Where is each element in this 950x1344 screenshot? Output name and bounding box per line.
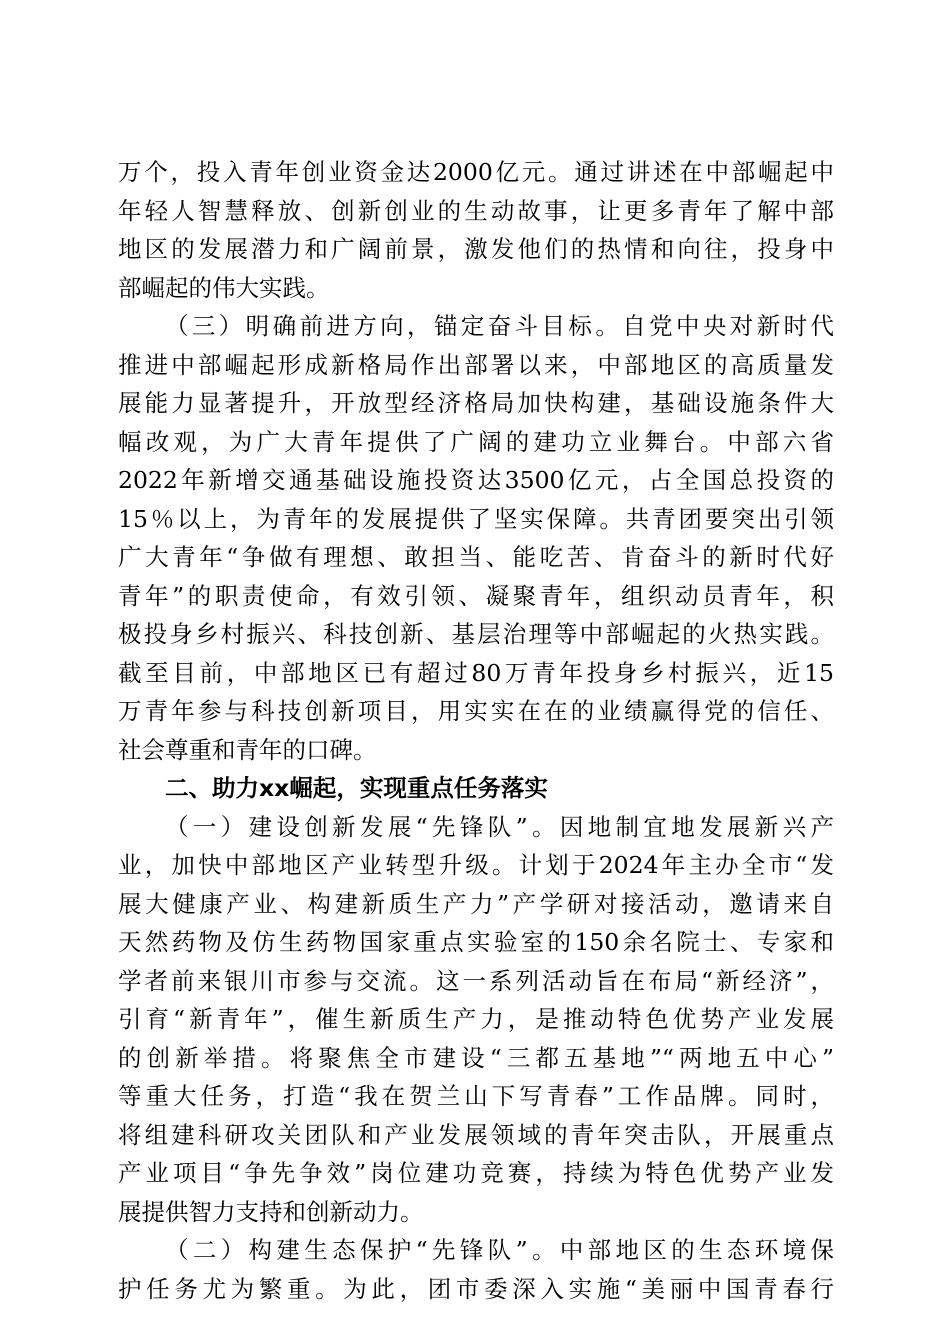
section-heading: 二、助力xx崛起，实现重点任务落实 xyxy=(165,774,548,802)
text-line: 社会尊重和青年的口碑。 xyxy=(118,735,377,764)
text-line: 推进中部崛起形成新格局作出部署以来，中部地区的高质量发 xyxy=(118,350,834,379)
text-line: 万青年参与科技创新项目，用实实在在的业绩赢得党的信任、 xyxy=(118,697,834,725)
text-line: 展能力显著提升，开放型经济格局加快构建，基础设施条件大 xyxy=(118,389,834,417)
text-line: 学者前来银川市参与交流。这一系列活动旨在布局“新经济”， xyxy=(118,966,834,995)
text-line: （一）建设创新发展“先锋队”。因地制宜地发展新兴产 xyxy=(165,812,834,841)
text-line: 青年”的职责使命，有效引领、凝聚青年，组织动员青年，积 xyxy=(118,581,834,610)
text-line: 护任务尤为繁重。为此，团市委深入实施“美丽中国青春行 xyxy=(118,1274,834,1303)
text-line: 展大健康产业、构建新质生产力”产学研对接活动，邀请来自 xyxy=(118,889,834,918)
text-line: 部崛起的伟大实践。 xyxy=(118,273,330,302)
text-line: 产业项目“争先争效”岗位建功竞赛，持续为特色优势产业发 xyxy=(118,1159,834,1187)
text-line: 的创新举措。将聚焦全市建设“三都五基地”“两地五中心” xyxy=(118,1043,834,1072)
text-line: 展提供智力支持和创新动力。 xyxy=(118,1197,424,1226)
text-line: （三）明确前进方向，锚定奋斗目标。自党中央对新时代 xyxy=(165,312,834,340)
text-line: 截至目前，中部地区已有超过80万青年投身乡村振兴，近15 xyxy=(118,658,834,687)
text-line: 极投身乡村振兴、科技创新、基层治理等中部崛起的火热实践。 xyxy=(118,620,834,648)
text-line: 15％以上，为青年的发展提供了坚实保障。共青团要突出引领 xyxy=(118,504,834,533)
text-line: 幅改观，为广大青年提供了广阔的建功立业舞台。中部六省 xyxy=(118,427,834,456)
text-line: 将组建科研攻关团队和产业发展领域的青年突击队，开展重点 xyxy=(118,1120,834,1149)
text-line: 万个，投入青年创业资金达2000亿元。通过讲述在中部崛起中 xyxy=(118,158,834,186)
text-line: 天然药物及仿生药物国家重点实验室的150余名院士、专家和 xyxy=(118,928,834,956)
text-line: 等重大任务，打造“我在贺兰山下写青春”工作品牌。同时， xyxy=(118,1082,834,1110)
document-body xyxy=(118,153,834,1308)
text-line: 2022年新增交通基础设施投资达3500亿元，占全国总投资的 xyxy=(118,466,834,494)
text-line: 业，加快中部地区产业转型升级。计划于2024年主办全市“发 xyxy=(118,851,834,879)
text-line: 年轻人智慧释放、创新创业的生动故事，让更多青年了解中部 xyxy=(118,196,834,225)
text-line: 地区的发展潜力和广阔前景，激发他们的热情和向往，投身中 xyxy=(118,235,834,263)
text-line: 广大青年“争做有理想、敢担当、能吃苦、肯奋斗的新时代好 xyxy=(118,543,834,571)
text-line: 引育“新青年”，催生新质生产力，是推动特色优势产业发展 xyxy=(118,1005,834,1033)
text-line: （二）构建生态保护“先锋队”。中部地区的生态环境保 xyxy=(165,1236,834,1264)
